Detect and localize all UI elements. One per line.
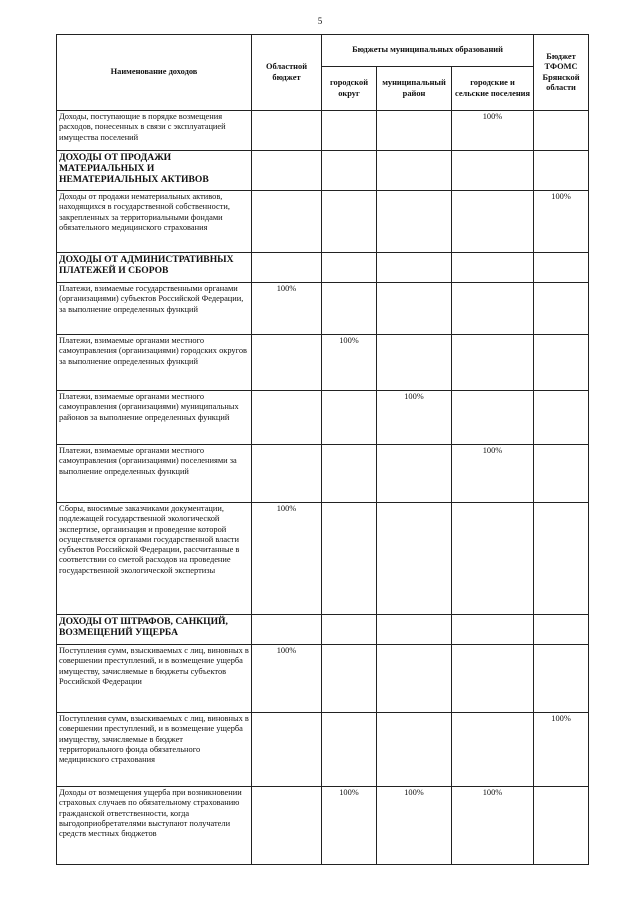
row-name: Сборы, вносимые заказчиками документации, подлежащей государственной экологической экспертизе, организация и проведение которой осуществляется органами государственной власти субъектов Российской Федерации, рассчитанные в соответствии со сметой расходов на проведение государственной экологической экспертизы [57,503,252,615]
cell-city: 100% [322,335,377,391]
cell-tfoms [534,111,589,151]
income-distribution-table [56,34,589,865]
cell-tfoms [534,335,589,391]
cell-regional [252,391,322,445]
cell-urban-rural [452,335,534,391]
table-row [57,445,589,503]
section-row [57,151,589,191]
header-income-name: Наименование доходов [57,35,252,111]
cell-regional: 100% [252,283,322,335]
table-row [57,335,589,391]
table-row [57,713,589,787]
cell-city [322,111,377,151]
cell-municipal [377,713,452,787]
cell-urban-rural [452,391,534,445]
cell-city [322,391,377,445]
row-name: Платежи, взимаемые органами местного самоуправления (организациями) муниципальных районов за выполнение определенных функций [57,391,252,445]
cell-urban-rural [452,503,534,615]
table-row [57,283,589,335]
header-municipal-budgets: Бюджеты муниципальных образований [322,35,534,67]
cell-regional [252,713,322,787]
cell-city [322,713,377,787]
cell-tfoms [534,787,589,865]
page-number: 5 [317,16,323,26]
section-title: ДОХОДЫ ОТ ПРОДАЖИ МАТЕРИАЛЬНЫХ И НЕМАТЕРИАЛЬНЫХ АКТИВОВ [57,151,252,191]
cell-tfoms: 100% [534,713,589,787]
cell-municipal [377,335,452,391]
cell-regional [252,111,322,151]
table-row [57,111,589,151]
row-name: Доходы, поступающие в порядке возмещения расходов, понесенных в связи с эксплуатацией имущества поселений [57,111,252,151]
cell-city [322,191,377,253]
cell-tfoms: 100% [534,191,589,253]
table-row [57,503,589,615]
cell-regional [252,191,322,253]
cell-city [322,645,377,713]
header-city-district: городской округ [322,67,377,111]
header-urban-rural: городские и сельские поселения [452,67,534,111]
section-row [57,615,589,645]
cell-regional: 100% [252,503,322,615]
row-name: Доходы от продажи нематериальных активов, находящихся в государственной собственности, закрепленных за территориальными фондами обязательного медицинского страхования [57,191,252,253]
cell-urban-rural: 100% [452,111,534,151]
cell-urban-rural [452,645,534,713]
row-name: Платежи, взимаемые государственными органами (организациями) субъектов Российской Федерации, за выполнение определенных функций [57,283,252,335]
row-name: Платежи, взимаемые органами местного самоуправления (организациями) поселениями за выполнение определенных функций [57,445,252,503]
header-regional-budget: Областной бюджет [252,35,322,111]
cell-municipal [377,445,452,503]
cell-urban-rural [452,283,534,335]
cell-tfoms [534,445,589,503]
row-name: Платежи, взимаемые органами местного самоуправления (организациями) городских округов за выполнение определенных функций [57,335,252,391]
cell-urban-rural: 100% [452,445,534,503]
cell-tfoms [534,503,589,615]
cell-tfoms [534,645,589,713]
cell-municipal: 100% [377,391,452,445]
cell-city: 100% [322,787,377,865]
cell-municipal [377,503,452,615]
cell-municipal [377,283,452,335]
cell-urban-rural: 100% [452,787,534,865]
cell-regional [252,335,322,391]
section-title: ДОХОДЫ ОТ ШТРАФОВ, САНКЦИЙ, ВОЗМЕЩЕНИЙ УЩЕРБА [57,615,252,645]
cell-municipal [377,645,452,713]
cell-city [322,503,377,615]
row-name: Поступления сумм, взыскиваемых с лиц, виновных в совершении преступлений, и в возмещение ущерба имуществу, зачисляемые в бюджеты субъектов Российской Федерации [57,645,252,713]
header-tfoms-budget: Бюджет ТФОМС Брянской области [534,35,589,111]
table-row [57,645,589,713]
cell-urban-rural [452,713,534,787]
section-title: ДОХОДЫ ОТ АДМИНИСТРАТИВНЫХ ПЛАТЕЖЕЙ И СБОРОВ [57,253,252,283]
cell-regional: 100% [252,645,322,713]
cell-regional [252,445,322,503]
table-row [57,391,589,445]
cell-municipal: 100% [377,787,452,865]
cell-tfoms [534,391,589,445]
cell-city [322,283,377,335]
table-row [57,191,589,253]
section-row [57,253,589,283]
header-municipal-district: муниципальный район [377,67,452,111]
row-name: Доходы от возмещения ущерба при возникновении страховых случаев по обязательному страхованию гражданской ответственности, когда выгодоприобретателями выступают получатели средств местных бюджетов [57,787,252,865]
cell-tfoms [534,283,589,335]
cell-city [322,445,377,503]
cell-urban-rural [452,191,534,253]
row-name: Поступления сумм, взыскиваемых с лиц, виновных в совершении преступлений, и в возмещение ущерба имуществу, зачисляемые в бюджет территориального фонда обязательного медицинского страхования [57,713,252,787]
table-row [57,787,589,865]
cell-municipal [377,191,452,253]
cell-regional [252,787,322,865]
cell-municipal [377,111,452,151]
